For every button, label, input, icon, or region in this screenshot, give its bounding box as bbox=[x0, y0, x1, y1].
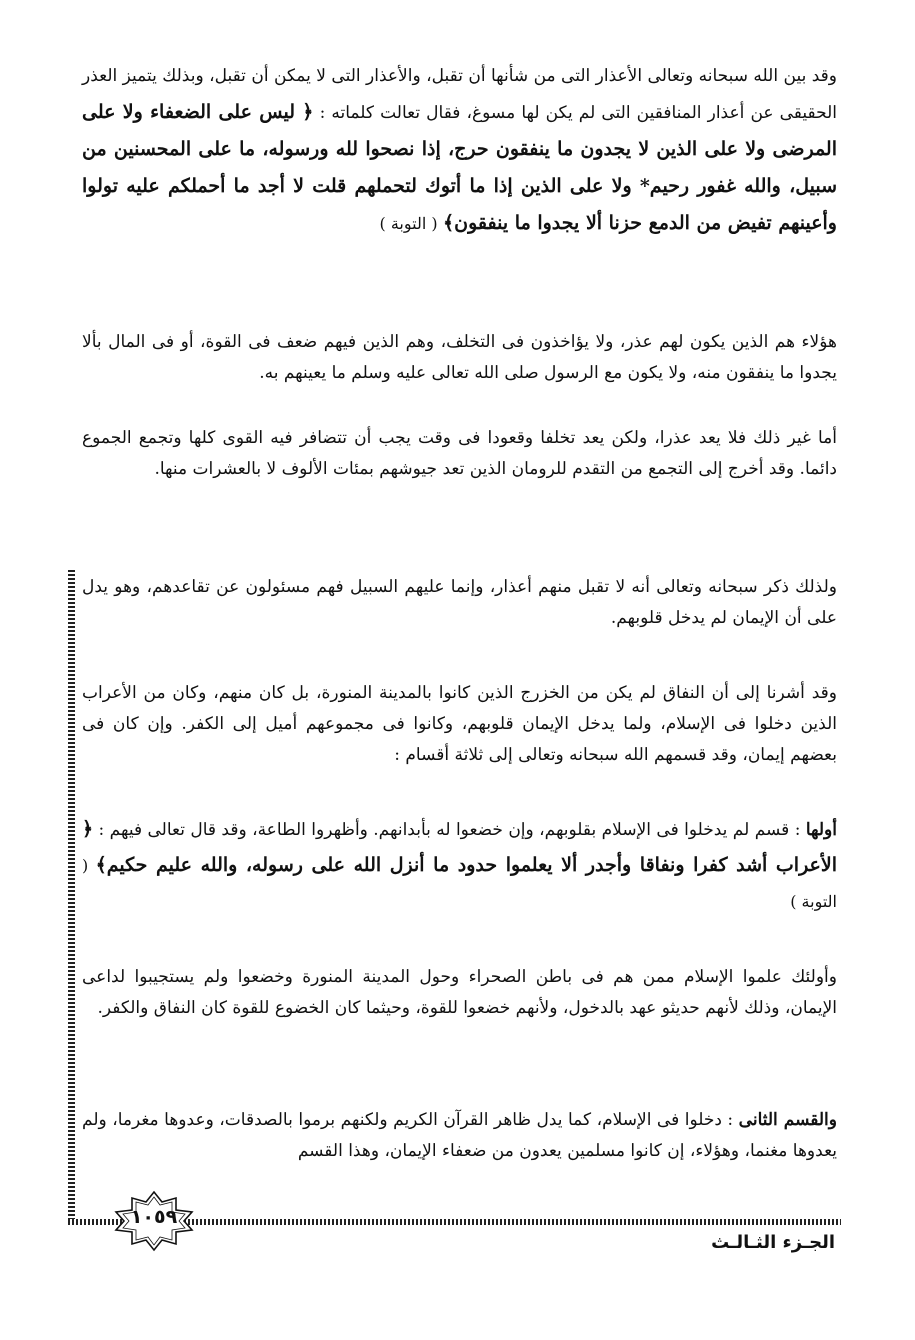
paragraph-three-groups: وقد أشرنا إلى أن النفاق لم يكن من الخزرج الذين كانوا بالمدينة المنورة، بل كان منهم، وكان من الأعراب الذين دخلوا فى الإسلام، ولما يدخل الإيمان قلوبهم، وكانوا فى مجموعهم أميل إلى الكفر. وإن كان فى بعضهم إيمان، وقد قسمهم الله سبحانه وتعالى إلى ثلاثة أقسام : bbox=[82, 683, 837, 765]
page-number: ١٠٥٩ bbox=[130, 1206, 178, 1228]
paragraph-text: وقد بين الله سبحانه وتعالى الأعذار التى من شأنها أن تقبل، والأعذار التى لا يمكن أن تقبل، وبذلك يتميز العذر الحقيقى عن أعذار المنافقين التى لم يكن لها مسوغ، فقال تعالت كلماته : bbox=[82, 66, 838, 123]
surah-reference: ( التوبة ) bbox=[379, 214, 438, 233]
quran-verse: ﴿ الأعراب أشد كفرا ونفاقا وأجدر ألا يعلموا حدود ما أنزل الله على رسوله، والله عليم حكيم﴾ bbox=[82, 818, 838, 876]
paragraph-first-group bbox=[82, 812, 837, 920]
paragraph-intro-verse bbox=[82, 58, 837, 242]
paragraph-text: : قسم لم يدخلوا فى الإسلام بقلوبهم، وإن خضعوا له بأبدانهم. وأظهروا الطاعة، وقد قال تعالى فيهم : bbox=[98, 820, 801, 840]
section-lead: أولها bbox=[805, 820, 837, 840]
section-lead: والقسم الثانى bbox=[738, 1110, 837, 1130]
paragraph-excused: هؤلاء هم الذين يكون لهم عذر، ولا يؤاخذون فى التخلف، وهم الذين فيهم ضعف فى القوة، أو فى المال بألا يجدوا ما ينفقون منه، ولا يكون مع الرسول صلى الله تعالى عليه وسلم ما يعينهم به. bbox=[82, 332, 837, 383]
paragraph-bedouins: وأولئك علموا الإسلام ممن هم فى باطن الصحراء وحول المدينة المنورة وخضعوا ولم يستجيبوا لداعى الإيمان، وذلك لأنهم حديثو عهد بالدخول، ولأنهم خضعوا للقوة، وحيثما كان الخضوع للقوة كان النفاق والكفر. bbox=[82, 967, 837, 1018]
paragraph-not-excused: أما غير ذلك فلا يعد عذرا، ولكن يعد تخلفا وقعودا فى وقت يجب أن تتضافر فيه القوى كلها وتجمع الجموع دائما. وقد أخرج إلى التجمع من التقدم للرومان الذين تعد جيوشهم بمئات الألوف لا بالعشرات منها. bbox=[82, 428, 837, 479]
paragraph-text: : دخلوا فى الإسلام، كما يدل ظاهر القرآن الكريم ولكنهم برموا بالصدقات، وعدوها مغرما، ولم يعدوها مغنما، وهؤلاء، إن كانوا مسلمين يعدون من ضعفاء الإيمان، وهذا القسم bbox=[82, 1110, 837, 1161]
paragraph-second-group bbox=[82, 1105, 837, 1167]
part-label: الجـزء الثـالـث bbox=[711, 1232, 835, 1253]
decorative-side-border bbox=[68, 570, 75, 1220]
quran-verse: ﴿ ليس على الضعفاء ولا على المرضى ولا على الذين لا يجدون ما ينفقون حرج، إذا نصحوا لله ورسوله، ما على المحسنين من سبيل، والله غفور رحيم* ولا على الذين إذا ما أتوك لتحملهم قلت لا أجد ما أحملكم عليه تولوا وأعينهم تفيض من الدمع حزنا ألا يجدوا ما ينفقون﴾ bbox=[82, 101, 837, 234]
surah-reference: ( التوبة ) bbox=[82, 856, 837, 911]
paragraph-no-excuses: ولذلك ذكر سبحانه وتعالى أنه لا تقبل منهم أعذار، وإنما عليهم السبيل فهم مسئولون عن تقاعدهم، وهو يدل على أن الإيمان لم يدخل قلوبهم. bbox=[82, 577, 837, 628]
